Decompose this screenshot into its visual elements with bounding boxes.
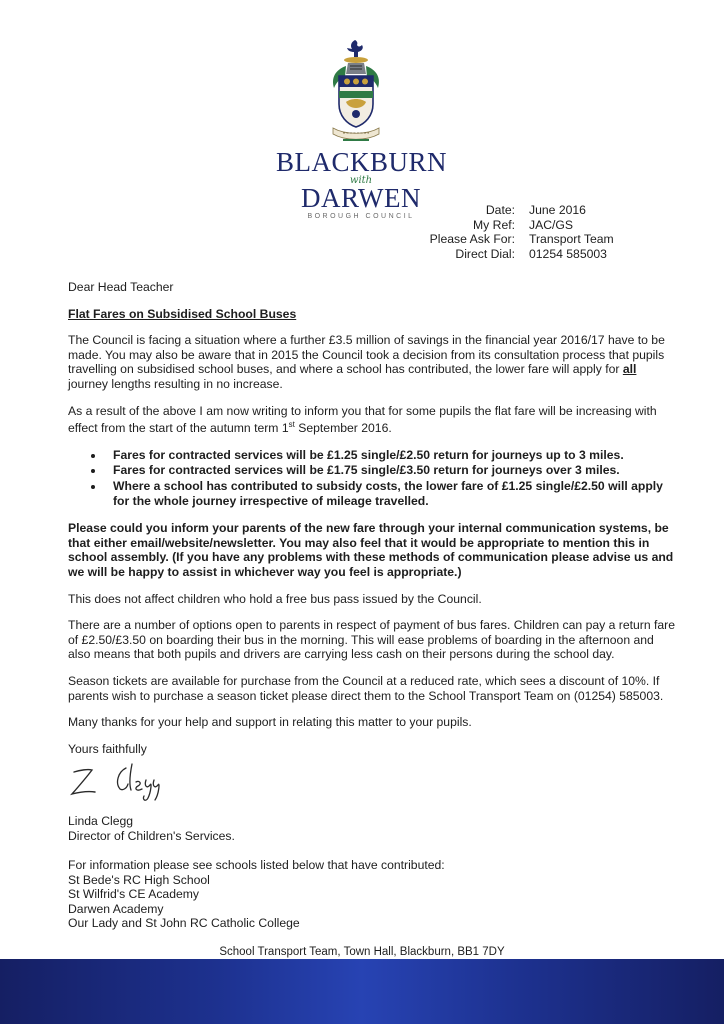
brand-blackburn: BLACKBURN bbox=[276, 147, 448, 177]
letter-body bbox=[68, 280, 678, 931]
meta-label: Direct Dial: bbox=[455, 246, 515, 261]
paragraph-free-pass: This does not affect children who hold a free bus pass issued by the Council. bbox=[68, 591, 482, 606]
council-crest-logo bbox=[321, 36, 391, 154]
paragraph-text: September 2016. bbox=[294, 421, 392, 436]
schools-intro: For information please see schools listed below that have contributed: bbox=[68, 858, 445, 873]
meta-ask-for bbox=[380, 232, 614, 247]
signatory-title: Director of Children's Services. bbox=[68, 828, 235, 843]
list-item: St Wilfrid's CE Academy bbox=[68, 887, 200, 902]
signatory-name: Linda Clegg bbox=[68, 813, 134, 828]
paragraph-text: journey lengths resulting in no increase. bbox=[68, 376, 283, 391]
meta-direct-dial bbox=[380, 247, 614, 262]
meta-ref bbox=[380, 218, 614, 233]
footer-band bbox=[0, 959, 724, 1024]
meta-date bbox=[380, 203, 614, 218]
paragraph-season-tickets: Season tickets are available for purchase from the Council at a reduced rate, which sees a discount of 10%. If parents wish to purchase a season ticket please direct them to the School Transport Team on (01254) 585003. bbox=[68, 673, 664, 703]
paragraph-flat-fare-increase bbox=[68, 404, 678, 436]
meta-value: June 2016 bbox=[529, 203, 586, 217]
paragraph-thanks: Many thanks for your help and support in relating this matter to your pupils. bbox=[68, 715, 472, 730]
meta-label: Please Ask For: bbox=[429, 232, 515, 246]
list-item: Darwen Academy bbox=[68, 901, 164, 916]
paragraph-savings bbox=[68, 333, 678, 391]
handwritten-signature bbox=[68, 758, 188, 806]
letter-meta-block bbox=[380, 203, 614, 261]
list-item: • Where a school has contributed to subsidy costs, the lower fare of £1.25 single/£2.50 will apply for the whole journey irrespective of mileage travelled. bbox=[105, 479, 678, 508]
brand-with: with bbox=[349, 175, 373, 186]
footer-address: School Transport Team, Town Hall, Blackburn, BB1 7DY bbox=[219, 946, 505, 958]
ordinal-suffix: st bbox=[288, 420, 295, 430]
list-item: St Bede's RC High School bbox=[68, 872, 210, 887]
brand-darwen: DARWEN bbox=[301, 183, 421, 213]
brand-borough-council: BOROUGH COUNCIL bbox=[307, 213, 415, 220]
meta-value: JAC/GS bbox=[529, 217, 574, 232]
paragraph-text: As a result of the above I am now writing to inform you that for some pupils the flat fare will be increasing with effect from the start of the autumn term 1 bbox=[68, 403, 657, 436]
meta-value: Transport Team bbox=[529, 232, 614, 246]
list-item: • Fares for contracted services will be £1.75 single/£3.50 return for journeys over 3 miles. bbox=[105, 463, 678, 478]
paragraph-payment-options: There are a number of options open to parents in respect of payment of bus fares. Children can pay a return fare of £2.50/£3.50 on boarding their bus in the morning. This will ease problems of boarding in the afternoon and also means that both pupils and drivers are carrying less cash on their persons during the school day. bbox=[68, 618, 676, 662]
paragraph-text: The Council is facing a situation where a further £3.5 million of savings in the financial year 2016/17 have to be made. You may also be aware that in 2015 the Council took a decision from its consultation process that pupils travelling on subsidised school buses, and where a school has contributed, the lower fare will apply for bbox=[68, 333, 665, 377]
list-item: • Fares for contracted services will be £1.25 single/£2.50 return for journeys up to 3 miles. bbox=[105, 448, 678, 463]
closing: Yours faithfully bbox=[68, 741, 147, 756]
meta-value: 01254 585003 bbox=[529, 246, 607, 261]
letter-subject: Flat Fares on Subsidised School Buses bbox=[68, 306, 297, 321]
emphasis-all: all bbox=[622, 362, 637, 377]
meta-label: My Ref: bbox=[473, 217, 515, 232]
list-item: Our Lady and St John RC Catholic College bbox=[68, 916, 300, 931]
contributing-schools-list bbox=[68, 873, 678, 931]
fare-bullet-list bbox=[68, 448, 678, 508]
meta-label: Date: bbox=[485, 203, 515, 217]
paragraph-inform-parents: Please could you inform your parents of the new fare through your internal communication systems, be that either email/website/newsletter. You may also feel that it would be appropriate to mention this in school assembly. (If you have any problems with these methods of communication please advise us and we will be happy to assist in whichever way you feel is appropriate.) bbox=[68, 521, 674, 579]
salutation: Dear Head Teacher bbox=[68, 280, 174, 294]
